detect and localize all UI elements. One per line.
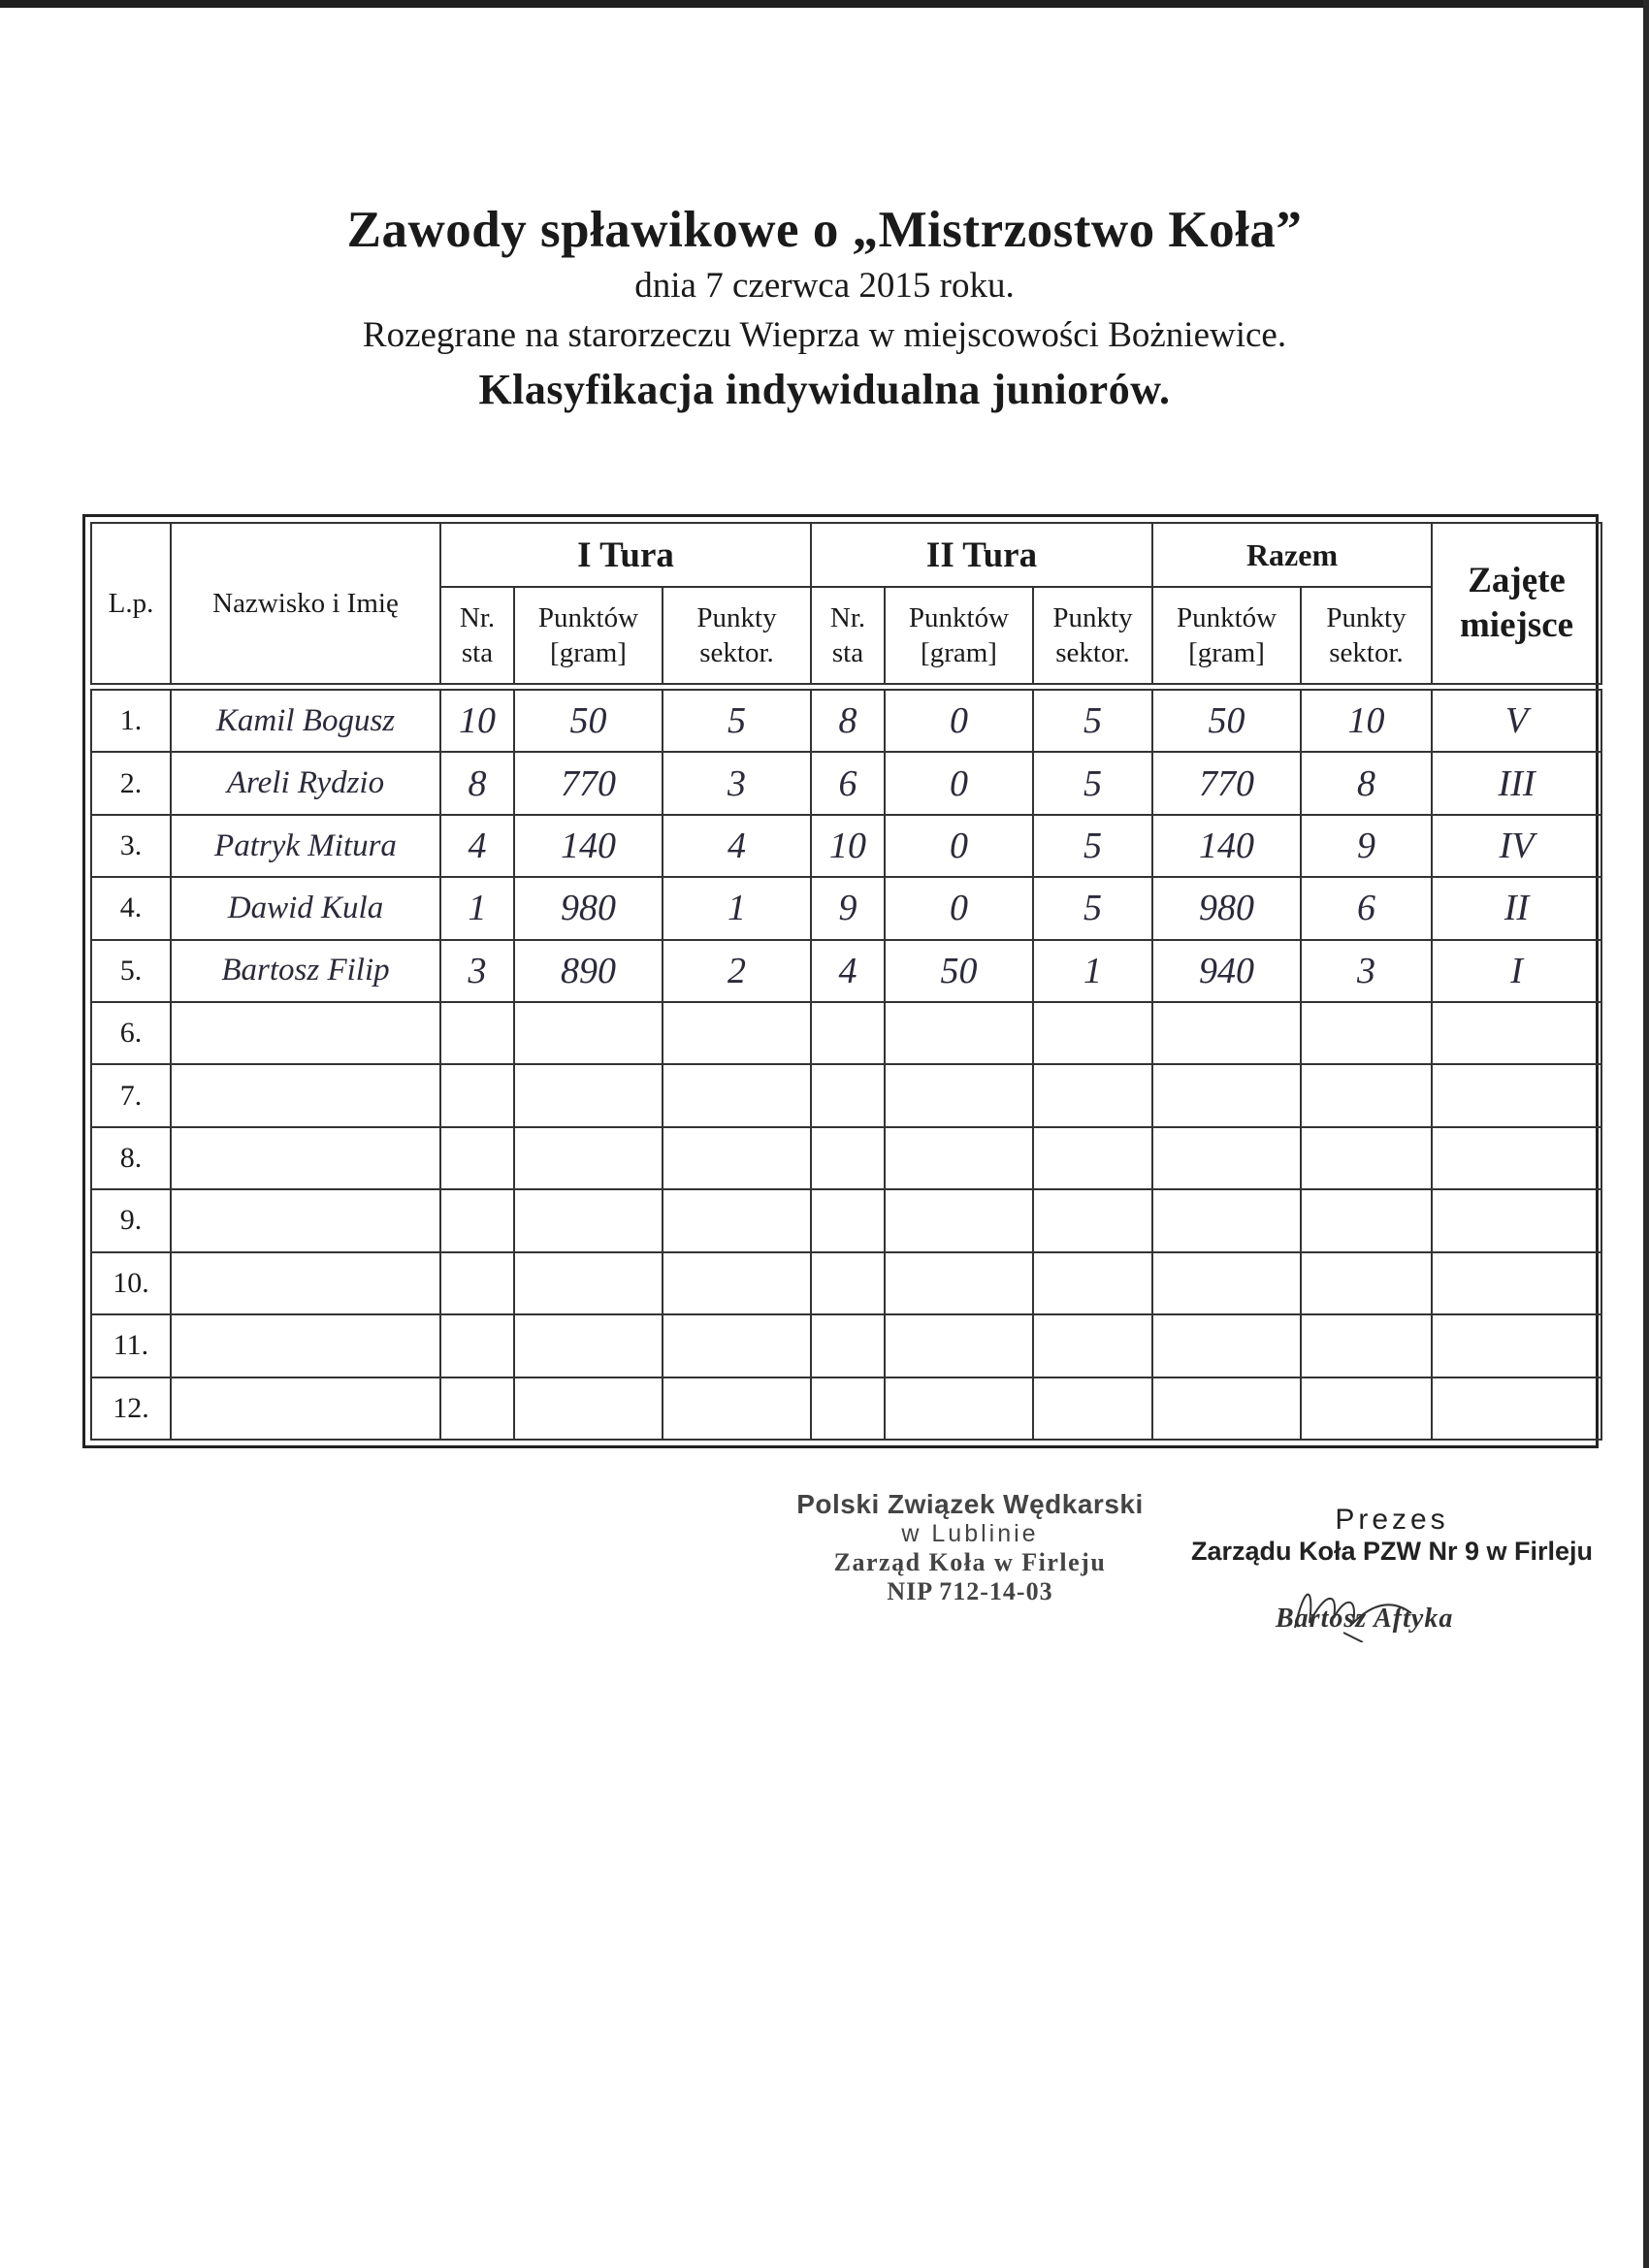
tura1-sector-points bbox=[663, 1002, 811, 1064]
tura1-stand bbox=[440, 1127, 514, 1189]
final-place bbox=[1432, 1064, 1601, 1126]
president-title: Prezes bbox=[1335, 1504, 1449, 1536]
tura2-sector-points: 5 bbox=[1033, 690, 1152, 752]
total-sector-points bbox=[1301, 1189, 1432, 1251]
tura1-stand bbox=[440, 1189, 514, 1251]
participant-name bbox=[171, 1127, 440, 1189]
table-row bbox=[91, 752, 1601, 814]
participant-name bbox=[171, 1314, 440, 1377]
final-place: IV bbox=[1432, 815, 1601, 877]
tura1-sector-points bbox=[663, 1127, 811, 1189]
tura2-sector-points bbox=[1033, 1189, 1152, 1251]
tura2-sector-points: 5 bbox=[1033, 815, 1152, 877]
tura1-grams bbox=[514, 1127, 663, 1189]
tura1-grams bbox=[514, 1002, 663, 1064]
tura2-sector-points bbox=[1033, 1314, 1152, 1377]
tura2-stand bbox=[811, 1189, 885, 1251]
tura1-stand: 3 bbox=[440, 940, 514, 1002]
tura2-sector-points bbox=[1033, 1127, 1152, 1189]
tura1-stand: 1 bbox=[440, 877, 514, 939]
total-sector-points bbox=[1301, 1252, 1432, 1314]
total-sector-points: 9 bbox=[1301, 815, 1432, 877]
tura2-sector-points bbox=[1033, 1377, 1152, 1441]
row-number: 7. bbox=[91, 1064, 171, 1126]
participant-name: Patryk Mitura bbox=[171, 815, 440, 877]
table-row bbox=[91, 815, 1601, 877]
tura2-sector-points bbox=[1033, 1002, 1152, 1064]
total-sector-points bbox=[1301, 1127, 1432, 1189]
table-row bbox=[91, 1064, 1601, 1126]
signature-area bbox=[1188, 1574, 1596, 1642]
sub-header-nr-t2: Nr. sta bbox=[811, 587, 885, 684]
tura1-stand: 4 bbox=[440, 815, 514, 877]
tura2-sector-points: 1 bbox=[1033, 940, 1152, 1002]
document-header bbox=[0, 199, 1649, 420]
sub-header-gram-razem: Punktów [gram] bbox=[1152, 587, 1301, 684]
stamp-line-2: w Lublinie bbox=[901, 1520, 1039, 1547]
table-row bbox=[91, 1252, 1601, 1314]
tura2-stand bbox=[811, 1252, 885, 1314]
tura2-sector-points: 5 bbox=[1033, 877, 1152, 939]
total-grams bbox=[1152, 1127, 1301, 1189]
table-row bbox=[91, 1002, 1601, 1064]
results-table-frame bbox=[82, 514, 1599, 1448]
date-line: dnia 7 czerwca 2015 roku. bbox=[634, 266, 1015, 306]
tura1-grams: 770 bbox=[514, 752, 663, 814]
total-sector-points bbox=[1301, 1002, 1432, 1064]
tura2-stand bbox=[811, 1064, 885, 1126]
sub-header-pkt-razem: Punkty sektor. bbox=[1301, 587, 1432, 684]
row-number: 4. bbox=[91, 877, 171, 939]
participant-name: Kamil Bogusz bbox=[171, 690, 440, 752]
col-header-place: Zajęte miejsce bbox=[1432, 523, 1601, 684]
participant-name bbox=[171, 1252, 440, 1314]
table-row bbox=[91, 1189, 1601, 1251]
total-sector-points bbox=[1301, 1064, 1432, 1126]
tura1-sector-points: 3 bbox=[663, 752, 811, 814]
final-place bbox=[1432, 1377, 1601, 1441]
tura2-stand: 8 bbox=[811, 690, 885, 752]
total-grams: 940 bbox=[1152, 940, 1301, 1002]
col-header-razem: Razem bbox=[1152, 523, 1432, 587]
sub-header-gram-t1: Punktów [gram] bbox=[514, 587, 663, 684]
place-line: Rozegrane na starorzeczu Wieprza w miejscowości Bożniewice. bbox=[362, 315, 1287, 355]
tura1-stand: 10 bbox=[440, 690, 514, 752]
stamp-line-3: Zarząd Koła w Firleju bbox=[833, 1548, 1107, 1576]
row-number: 12. bbox=[91, 1377, 171, 1441]
tura1-stand: 8 bbox=[440, 752, 514, 814]
tura2-grams bbox=[885, 1189, 1033, 1251]
tura2-sector-points bbox=[1033, 1064, 1152, 1126]
col-header-tura2: II Tura bbox=[811, 523, 1152, 587]
row-number: 11. bbox=[91, 1314, 171, 1377]
participant-name: Dawid Kula bbox=[171, 877, 440, 939]
tura2-stand: 6 bbox=[811, 752, 885, 814]
president-signature-block bbox=[1188, 1504, 1596, 1642]
tura2-sector-points: 5 bbox=[1033, 752, 1152, 814]
tura1-sector-points bbox=[663, 1252, 811, 1314]
total-grams: 770 bbox=[1152, 752, 1301, 814]
tura1-sector-points bbox=[663, 1189, 811, 1251]
president-name: Bartosz Aftyka bbox=[1276, 1604, 1454, 1634]
final-place bbox=[1432, 1314, 1601, 1377]
tura1-grams: 890 bbox=[514, 940, 663, 1002]
tura1-grams bbox=[514, 1064, 663, 1126]
total-sector-points: 8 bbox=[1301, 752, 1432, 814]
tura1-grams bbox=[514, 1377, 663, 1441]
total-grams bbox=[1152, 1377, 1301, 1441]
tura1-grams: 140 bbox=[514, 815, 663, 877]
tura2-stand bbox=[811, 1002, 885, 1064]
table-row bbox=[91, 940, 1601, 1002]
table-row bbox=[91, 690, 1601, 752]
tura2-stand bbox=[811, 1314, 885, 1377]
sub-header-nr-t1: Nr. sta bbox=[440, 587, 514, 684]
tura2-stand: 4 bbox=[811, 940, 885, 1002]
tura1-sector-points bbox=[663, 1377, 811, 1441]
final-place: V bbox=[1432, 690, 1601, 752]
final-place bbox=[1432, 1189, 1601, 1251]
total-grams bbox=[1152, 1002, 1301, 1064]
tura2-grams bbox=[885, 1002, 1033, 1064]
final-place bbox=[1432, 1002, 1601, 1064]
tura2-grams: 0 bbox=[885, 815, 1033, 877]
table-row bbox=[91, 877, 1601, 939]
row-number: 2. bbox=[91, 752, 171, 814]
tura1-sector-points: 5 bbox=[663, 690, 811, 752]
tura2-grams: 0 bbox=[885, 752, 1033, 814]
final-place bbox=[1432, 1127, 1601, 1189]
tura2-grams: 0 bbox=[885, 690, 1033, 752]
col-header-name: Nazwisko i Imię bbox=[171, 523, 440, 684]
tura2-sector-points bbox=[1033, 1252, 1152, 1314]
final-place: III bbox=[1432, 752, 1601, 814]
organization-stamp bbox=[776, 1489, 1164, 1606]
final-place bbox=[1432, 1252, 1601, 1314]
tura2-grams: 50 bbox=[885, 940, 1033, 1002]
tura2-grams bbox=[885, 1377, 1033, 1441]
total-grams: 50 bbox=[1152, 690, 1301, 752]
participant-name bbox=[171, 1002, 440, 1064]
final-place: I bbox=[1432, 940, 1601, 1002]
tura2-grams bbox=[885, 1314, 1033, 1377]
tura2-grams bbox=[885, 1064, 1033, 1126]
tura2-grams bbox=[885, 1252, 1033, 1314]
total-sector-points bbox=[1301, 1314, 1432, 1377]
tura1-grams bbox=[514, 1314, 663, 1377]
tura1-grams bbox=[514, 1252, 663, 1314]
total-grams: 140 bbox=[1152, 815, 1301, 877]
total-sector-points: 10 bbox=[1301, 690, 1432, 752]
tura1-stand bbox=[440, 1252, 514, 1314]
row-number: 5. bbox=[91, 940, 171, 1002]
col-header-tura1: I Tura bbox=[440, 523, 811, 587]
row-number: 10. bbox=[91, 1252, 171, 1314]
classification-subtitle: Klasyfikacja indywidualna juniorów. bbox=[478, 366, 1171, 413]
table-row bbox=[91, 1377, 1601, 1441]
participant-name bbox=[171, 1189, 440, 1251]
tura2-grams bbox=[885, 1127, 1033, 1189]
results-body bbox=[91, 684, 1601, 1440]
tura1-stand bbox=[440, 1064, 514, 1126]
total-grams bbox=[1152, 1314, 1301, 1377]
row-number: 9. bbox=[91, 1189, 171, 1251]
table-row bbox=[91, 1314, 1601, 1377]
tura1-grams bbox=[514, 1189, 663, 1251]
table-row bbox=[91, 1127, 1601, 1189]
tura1-stand bbox=[440, 1002, 514, 1064]
tura1-sector-points: 1 bbox=[663, 877, 811, 939]
row-number: 8. bbox=[91, 1127, 171, 1189]
total-sector-points: 3 bbox=[1301, 940, 1432, 1002]
total-sector-points bbox=[1301, 1377, 1432, 1441]
tura1-sector-points: 2 bbox=[663, 940, 811, 1002]
stamp-line-4: NIP 712-14-03 bbox=[887, 1577, 1053, 1605]
sub-header-gram-t2: Punktów [gram] bbox=[885, 587, 1033, 684]
row-number: 1. bbox=[91, 690, 171, 752]
participant-name: Areli Rydzio bbox=[171, 752, 440, 814]
final-place: II bbox=[1432, 877, 1601, 939]
tura2-grams: 0 bbox=[885, 877, 1033, 939]
total-grams: 980 bbox=[1152, 877, 1301, 939]
tura1-grams: 50 bbox=[514, 690, 663, 752]
participant-name bbox=[171, 1377, 440, 1441]
tura1-stand bbox=[440, 1314, 514, 1377]
tura1-stand bbox=[440, 1377, 514, 1441]
tura1-grams: 980 bbox=[514, 877, 663, 939]
page-title: Zawody spławikowe o „Mistrzostwo Koła” bbox=[346, 202, 1303, 258]
tura2-stand bbox=[811, 1127, 885, 1189]
sub-header-pkt-t2: Punkty sektor. bbox=[1033, 587, 1152, 684]
scan-top-edge bbox=[0, 0, 1649, 8]
sub-header-pkt-t1: Punkty sektor. bbox=[663, 587, 811, 684]
participant-name: Bartosz Filip bbox=[171, 940, 440, 1002]
president-org: Zarządu Koła PZW Nr 9 w Firleju bbox=[1190, 1537, 1594, 1566]
col-header-lp: L.p. bbox=[91, 523, 171, 684]
row-number: 6. bbox=[91, 1002, 171, 1064]
tura2-stand bbox=[811, 1377, 885, 1441]
total-grams bbox=[1152, 1252, 1301, 1314]
tura1-sector-points bbox=[663, 1064, 811, 1126]
results-table bbox=[90, 522, 1602, 1441]
tura2-stand: 10 bbox=[811, 815, 885, 877]
total-sector-points: 6 bbox=[1301, 877, 1432, 939]
total-grams bbox=[1152, 1189, 1301, 1251]
tura1-sector-points: 4 bbox=[663, 815, 811, 877]
tura2-stand: 9 bbox=[811, 877, 885, 939]
row-number: 3. bbox=[91, 815, 171, 877]
total-grams bbox=[1152, 1064, 1301, 1126]
tura1-sector-points bbox=[663, 1314, 811, 1377]
stamp-line-1: Polski Związek Wędkarski bbox=[796, 1489, 1144, 1519]
participant-name bbox=[171, 1064, 440, 1126]
